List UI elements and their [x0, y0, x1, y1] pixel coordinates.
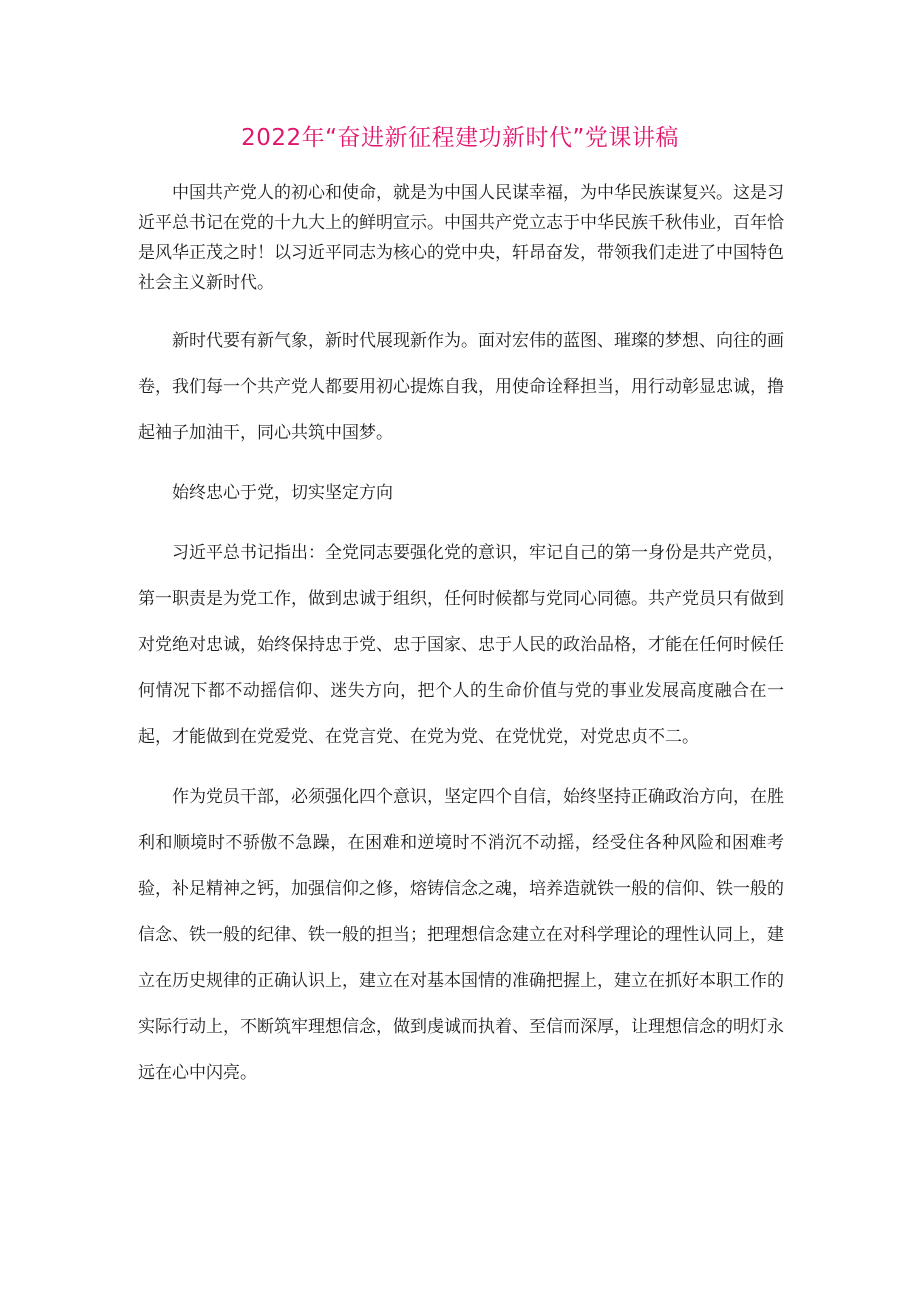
- paragraph-intro: 中国共产党人的初心和使命，就是为中国人民谋幸福，为中华民族谋复兴。这是习近平总书记在党的十九大上的鲜明宣示。中国共产党立志于中华民族千秋伟业，百年恰是风华正茂之时！以习近平同志为核心的党中央，轩昂奋发，带领我们走进了中国特色社会主义新时代。: [138, 183, 784, 293]
- paragraph-cadres: 作为党员干部，必须强化四个意识，坚定四个自信，始终坚持正确政治方向，在胜利和顺境时不骄傲不急躁，在困难和逆境时不消沉不动摇，经受住各种风险和困难考验，补足精神之钙，加强信仰之修，熔铸信念之魂，培养造就铁一般的信仰、铁一般的信念、铁一般的纪律、铁一般的担当；把理想信念建立在对科学理论的理性认同上，建立在历史规律的正确认识上，建立在对基本国情的准确把握上，建立在抓好本职工作的实际行动上，不断筑牢理想信念，做到虔诚而执着、至信而深厚，让理想信念的明灯永远在心中闪亮。: [138, 787, 784, 1083]
- document-body: [138, 178, 784, 1110]
- section-heading-loyalty: 始终忠心于党，切实坚定方向: [172, 483, 393, 503]
- paragraph-new-era: 新时代要有新气象，新时代展现新作为。面对宏伟的蓝图、璀璨的梦想、向往的画卷，我们每一个共产党人都要用初心提炼自我，用使命诠释担当，用行动彰显忠诚，撸起袖子加油干，同心共筑中国梦。: [138, 331, 784, 443]
- paragraph-loyalty: 习近平总书记指出：全党同志要强化党的意识，牢记自己的第一身份是共产党员，第一职责是为党工作，做到忠诚于组织，任何时候都与党同心同德。共产党员只有做到对党绝对忠诚，始终保持忠于党、忠于国家、忠于人民的政治品格，才能在任何时候任何情况下都不动摇信仰、迷失方向，把个人的生命价值与党的事业发展高度融合在一起，才能做到在党爱党、在党言党、在党为党、在党忧党，对党忠贞不二。: [138, 543, 784, 747]
- document-title: 2022年“奋进新征程建功新时代”党课讲稿: [241, 125, 679, 151]
